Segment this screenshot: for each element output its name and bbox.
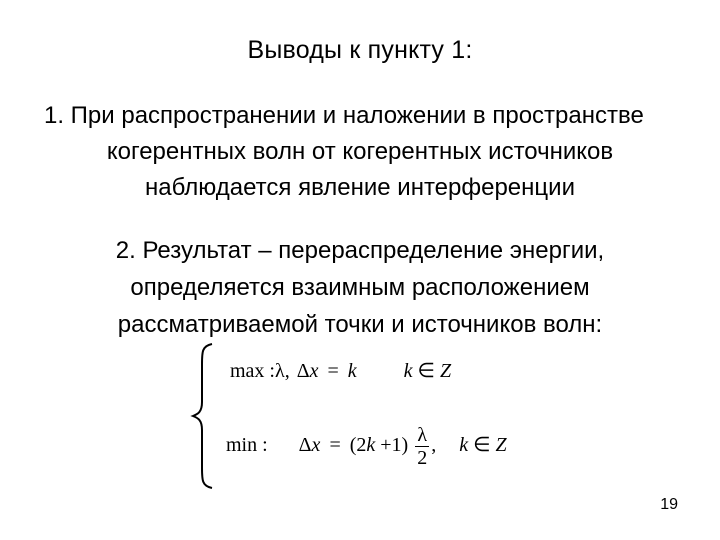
point-1-line-3: наблюдается явление интерференции [145, 174, 575, 201]
min-plus-one: +1) [380, 434, 409, 457]
max-lambda: λ, [275, 360, 290, 382]
point-2-line-1: 2. Результат – перераспределение энергии, [115, 237, 605, 264]
max-x: x [309, 360, 319, 382]
point-1-line-2: когерентных волн от когерентных источников [106, 138, 614, 165]
min-paren-open: (2 [349, 434, 367, 457]
min-k: k [366, 434, 376, 457]
max-equals: = [327, 360, 339, 382]
interference-conditions-formula [190, 340, 610, 490]
min-cond-Z: Z [495, 434, 507, 457]
min-delta: Δ [298, 434, 312, 457]
fraction-numerator: λ [415, 424, 429, 447]
fraction-denominator: 2 [417, 447, 428, 469]
max-delta: Δ [296, 360, 310, 382]
point-2-line-2: определяется взаимным расположением [130, 274, 590, 301]
min-x: x [311, 434, 321, 457]
max-label: max : [230, 360, 275, 382]
max-cond-k: k [403, 360, 413, 382]
point-1-line-1: 1. При распространении и наложении в пространстве [44, 102, 644, 129]
max-cond-Z: Z [439, 360, 452, 382]
left-brace-icon [190, 342, 216, 490]
min-element-of: ∈ [473, 434, 491, 457]
min-condition [226, 424, 507, 469]
conclusion-point-2 [60, 232, 660, 343]
max-condition [230, 358, 451, 383]
min-cond-k: k [459, 434, 469, 457]
min-comma: , [431, 434, 437, 457]
conclusion-point-1 [30, 98, 690, 206]
point-2-line-3: рассматриваемой точки и источников волн: [117, 311, 603, 338]
min-equals: = [329, 434, 341, 457]
slide-title: Выводы к пункту 1: [247, 36, 473, 64]
lambda-over-two-fraction [415, 424, 429, 469]
page-number: 19 [660, 496, 678, 513]
min-label: min : [226, 434, 268, 457]
max-element-of: ∈ [417, 360, 435, 382]
max-k: k [347, 360, 357, 382]
